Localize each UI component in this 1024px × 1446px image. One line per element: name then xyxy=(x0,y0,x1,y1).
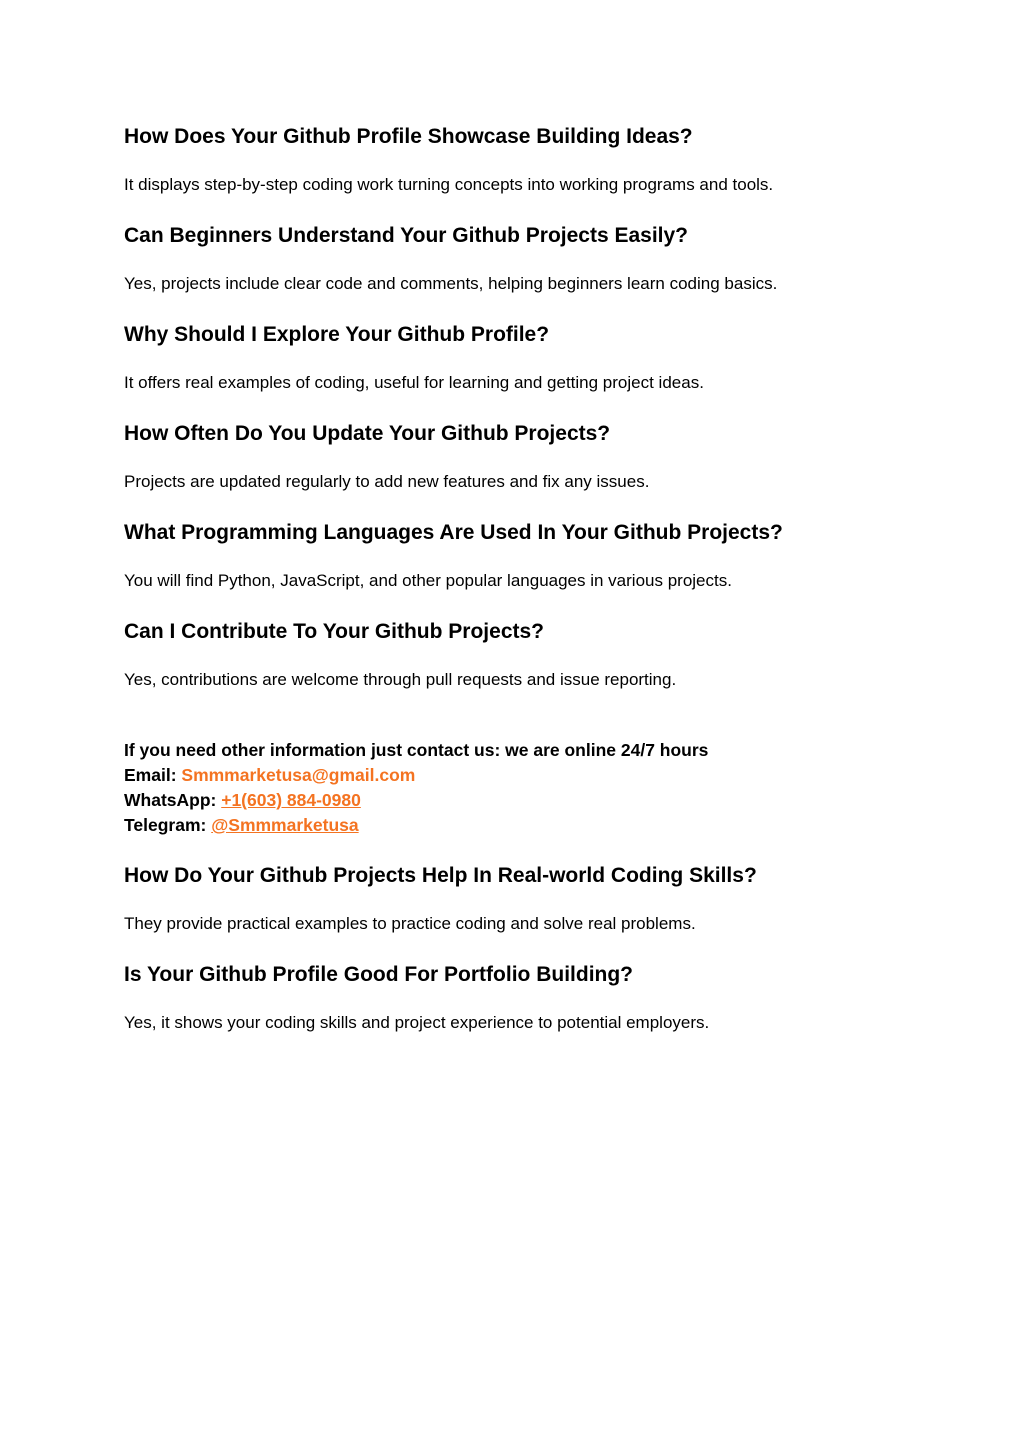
faq-question: Can I Contribute To Your Github Projects? xyxy=(124,620,544,643)
email-line xyxy=(124,763,924,788)
faq-question: Why Should I Explore Your Github Profile? xyxy=(124,323,550,346)
whatsapp-label: WhatsApp: xyxy=(124,790,222,810)
faq-item xyxy=(124,863,924,962)
faq-question: How Does Your Github Profile Showcase Building Ideas? xyxy=(124,125,693,148)
faq-answer: It offers real examples of coding, useful for learning and getting project ideas. xyxy=(124,373,704,392)
document-body xyxy=(124,124,924,1061)
email-label: Email: xyxy=(124,765,182,785)
faq-answer: Yes, projects include clear code and comments, helping beginners learn coding basics. xyxy=(124,274,778,293)
telegram-link[interactable]: @Smmmarketusa xyxy=(211,815,359,835)
faq-item xyxy=(124,223,924,322)
contact-block xyxy=(124,738,924,838)
faq-item xyxy=(124,421,924,520)
email-link[interactable]: Smmmarketusa@gmail.com xyxy=(181,765,416,785)
contact-intro: If you need other information just contact us: we are online 24/7 hours xyxy=(124,740,709,760)
faq-answer: Yes, contributions are welcome through pull requests and issue reporting. xyxy=(124,670,677,689)
faq-item xyxy=(124,962,924,1061)
faq-question: How Do Your Github Projects Help In Real-world Coding Skills? xyxy=(124,864,757,887)
whatsapp-link[interactable]: +1(603) 884-0980 xyxy=(221,790,361,810)
faq-answer: Projects are updated regularly to add new features and fix any issues. xyxy=(124,472,650,491)
faq-answer: You will find Python, JavaScript, and other popular languages in various projects. xyxy=(124,571,732,590)
faq-answer: Yes, it shows your coding skills and project experience to potential employers. xyxy=(124,1013,710,1032)
faq-item xyxy=(124,322,924,421)
faq-item xyxy=(124,520,924,619)
faq-question: Can Beginners Understand Your Github Projects Easily? xyxy=(124,224,689,247)
faq-question: What Programming Languages Are Used In Your Github Projects? xyxy=(124,521,783,544)
faq-answer: It displays step-by-step coding work turning concepts into working programs and tools. xyxy=(124,175,774,194)
faq-item xyxy=(124,619,924,718)
whatsapp-line xyxy=(124,788,924,813)
faq-question: How Often Do You Update Your Github Projects? xyxy=(124,422,611,445)
faq-item xyxy=(124,124,924,223)
telegram-line xyxy=(124,813,924,838)
faq-answer: They provide practical examples to practice coding and solve real problems. xyxy=(124,914,696,933)
telegram-label: Telegram: xyxy=(124,815,212,835)
faq-question: Is Your Github Profile Good For Portfolio Building? xyxy=(124,963,634,986)
